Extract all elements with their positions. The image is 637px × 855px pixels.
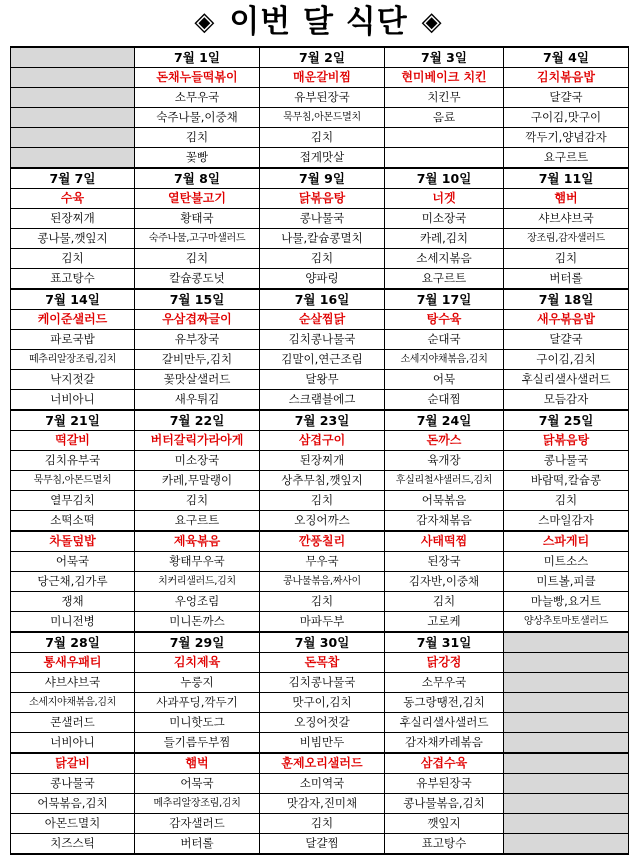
side-dish: 어묵 [385,370,504,390]
side-dish: 후실리샐사샐러드 [504,370,629,390]
date-cell: 7월 29일 [135,632,260,653]
side-dish-row [11,330,629,350]
side-dish: 김말이,연근조림 [260,350,385,370]
side-dish: 떼추리알장조림,김치 [11,350,135,370]
side-dish: 버터롤 [135,834,260,855]
side-dish: 샤브샤브국 [504,209,629,229]
main-dish: 닭볶음탕 [260,189,385,209]
side-dish-row [11,128,629,148]
main-dish-row [11,310,629,330]
side-dish-row [11,572,629,592]
empty-cell [11,148,135,169]
side-dish: 소무우국 [135,88,260,108]
main-dish-row [11,531,629,552]
side-dish: 누룽지 [135,673,260,693]
main-dish: 닭강정 [385,653,504,673]
main-dish: 닭갈비 [11,753,135,774]
side-dish: 김치 [385,592,504,612]
main-dish: 우삼겹짜글이 [135,310,260,330]
side-dish: 마파두부 [260,612,385,633]
side-dish: 맛감자,진미채 [260,794,385,814]
side-dish: 후실리샐사샐러드 [385,713,504,733]
date-cell: 7월 24일 [385,410,504,431]
side-dish: 아몬드멸치 [11,814,135,834]
side-dish: 칼슘콩도넛 [135,269,260,290]
side-dish: 김치 [135,249,260,269]
side-dish: 숙주나물,이중채 [135,108,260,128]
side-dish-row [11,108,629,128]
side-dish-row [11,713,629,733]
side-dish: 묵무침,아몬드멸치 [11,471,135,491]
date-cell: 7월 14일 [11,289,135,310]
side-dish-row [11,370,629,390]
side-dish: 카레,김치 [385,229,504,249]
main-dish-row [11,189,629,209]
side-dish: 소무우국 [385,673,504,693]
side-dish: 사과푸딩,깍두기 [135,693,260,713]
main-dish: 삼겹수육 [385,753,504,774]
main-dish: 차돌덮밥 [11,531,135,552]
side-dish: 치킨무 [385,88,504,108]
side-dish: 김치 [11,249,135,269]
date-cell: 7월 17일 [385,289,504,310]
side-dish: 김치 [260,814,385,834]
side-dish-row [11,814,629,834]
main-dish: 열탄불고기 [135,189,260,209]
side-dish: 김치 [504,491,629,511]
date-cell: 7월 2일 [260,47,385,68]
side-dish: 콩나물국 [11,774,135,794]
side-dish: 김치콩나물국 [260,330,385,350]
empty-cell [504,814,629,834]
main-dish: 돈목찹 [260,653,385,673]
side-dish: 김치콩나물국 [260,673,385,693]
side-dish: 육개장 [385,451,504,471]
side-dish: 순대찜 [385,390,504,411]
side-dish: 콩나물볶음,짜사이 [260,572,385,592]
main-dish: 케이준샐러드 [11,310,135,330]
main-dish: 새우볶음밥 [504,310,629,330]
empty-cell [11,68,135,88]
date-cell [504,632,629,653]
main-dish: 햄버 [504,189,629,209]
side-dish: 쟁채 [11,592,135,612]
side-dish: 소세지야채볶음,김치 [11,693,135,713]
side-dish: 동그랑땡전,김치 [385,693,504,713]
side-dish: 새우튀김 [135,390,260,411]
side-dish: 너비아니 [11,733,135,754]
side-dish-row [11,350,629,370]
side-dish: 표고탕수 [11,269,135,290]
side-dish: 달걀국 [504,88,629,108]
date-cell: 7월 4일 [504,47,629,68]
side-dish: 달걀국 [504,330,629,350]
side-dish: 깻잎지 [385,814,504,834]
side-dish: 콩나물볶음,김치 [385,794,504,814]
side-dish: 김치 [260,128,385,148]
side-dish: 고로케 [385,612,504,633]
main-dish: 삼겹구이 [260,431,385,451]
date-row [11,410,629,431]
side-dish [385,128,504,148]
side-dish: 황태국 [135,209,260,229]
side-dish: 미소장국 [135,451,260,471]
date-cell: 7월 10일 [385,168,504,189]
date-cell [11,47,135,68]
side-dish: 양상추토마토샐러드 [504,612,629,633]
main-dish: 닭볶음탕 [504,431,629,451]
side-dish: 버터롤 [504,269,629,290]
side-dish: 묵무침,아몬드멸치 [260,108,385,128]
date-cell: 7월 8일 [135,168,260,189]
empty-cell [504,693,629,713]
empty-cell [11,128,135,148]
side-dish-row [11,774,629,794]
side-dish: 메추리알장조림,김치 [135,794,260,814]
side-dish: 유부된장국 [260,88,385,108]
side-dish: 소미역국 [260,774,385,794]
date-row [11,47,629,68]
side-dish: 소떡소떡 [11,511,135,532]
side-dish: 김치 [260,592,385,612]
side-dish: 오징어까스 [260,511,385,532]
side-dish-row [11,88,629,108]
main-dish-row [11,68,629,88]
empty-cell [504,834,629,855]
side-dish: 어묵국 [11,552,135,572]
side-dish: 너비아니 [11,390,135,411]
side-dish: 유부장국 [135,330,260,350]
main-dish: 수육 [11,189,135,209]
page-title-text: 이번 달 식단 [229,4,408,40]
side-dish: 유부된장국 [385,774,504,794]
side-dish: 감자샐러드 [135,814,260,834]
empty-cell [504,733,629,754]
main-dish-row [11,653,629,673]
side-dish: 나물,칼슘콩멸치 [260,229,385,249]
main-dish-row [11,431,629,451]
date-row [11,168,629,189]
side-dish: 마늘빵,요거트 [504,592,629,612]
side-dish: 미트소스 [504,552,629,572]
main-dish: 돈채누들떡볶이 [135,68,260,88]
page-title [0,0,637,44]
date-cell: 7월 23일 [260,410,385,431]
main-dish: 떡갈비 [11,431,135,451]
side-dish: 김치 [504,249,629,269]
empty-cell [11,108,135,128]
side-dish: 표고탕수 [385,834,504,855]
main-dish: 순살찜닭 [260,310,385,330]
date-cell: 7월 11일 [504,168,629,189]
main-dish: 스파게티 [504,531,629,552]
side-dish: 감자채볶음 [385,511,504,532]
side-dish: 요구르트 [504,148,629,169]
side-dish-row [11,451,629,471]
side-dish: 구이김,맛구이 [504,108,629,128]
empty-cell [504,774,629,794]
side-dish: 미니핫도그 [135,713,260,733]
side-dish: 미트볼,피클 [504,572,629,592]
side-dish-row [11,471,629,491]
date-cell: 7월 31일 [385,632,504,653]
main-dish: 깐풍칠리 [260,531,385,552]
side-dish-row [11,390,629,411]
main-dish-row [11,753,629,774]
side-dish: 김치 [260,491,385,511]
empty-cell [504,673,629,693]
main-dish: 현미베이크 치킨 [385,68,504,88]
side-dish: 꽃맛살샐러드 [135,370,260,390]
side-dish: 콩나물,깻잎지 [11,229,135,249]
empty-cell [504,713,629,733]
side-dish-row [11,612,629,633]
side-dish-row [11,269,629,290]
side-dish: 비빔만두 [260,733,385,754]
side-dish: 김치 [135,491,260,511]
side-dish: 김치 [260,249,385,269]
main-dish: 너겟 [385,189,504,209]
side-dish: 요구르트 [385,269,504,290]
date-cell: 7월 3일 [385,47,504,68]
main-dish: 김치볶음밥 [504,68,629,88]
diamond-marker-left: ◈ [194,7,216,37]
date-cell: 7월 22일 [135,410,260,431]
side-dish: 오징어젓갈 [260,713,385,733]
side-dish: 콩나물국 [260,209,385,229]
side-dish: 어묵국 [135,774,260,794]
side-dish: 깍두기,양념감자 [504,128,629,148]
side-dish-row [11,229,629,249]
empty-cell [504,753,629,774]
side-dish: 후실리철샤샐러드,김치 [385,471,504,491]
side-dish-row [11,733,629,754]
date-cell: 7월 28일 [11,632,135,653]
main-dish: 훈제오리샐러드 [260,753,385,774]
side-dish: 구이김,김치 [504,350,629,370]
side-dish: 된장국 [385,552,504,572]
side-dish-row [11,693,629,713]
side-dish: 장조림,감자샐러드 [504,229,629,249]
side-dish: 미소장국 [385,209,504,229]
meal-calendar [10,46,629,855]
date-cell: 7월 21일 [11,410,135,431]
side-dish-row [11,209,629,229]
side-dish: 요구르트 [135,511,260,532]
side-dish: 소세지볶음 [385,249,504,269]
side-dish: 모듬감자 [504,390,629,411]
side-dish: 상추무침,깻잎지 [260,471,385,491]
side-dish: 들기름두부찜 [135,733,260,754]
side-dish: 달걀찜 [260,834,385,855]
date-cell: 7월 1일 [135,47,260,68]
side-dish: 접게맛살 [260,148,385,169]
main-dish: 탕수육 [385,310,504,330]
side-dish: 갈비만두,김치 [135,350,260,370]
date-row [11,632,629,653]
side-dish: 콩나물국 [504,451,629,471]
side-dish: 당근채,김가루 [11,572,135,592]
main-dish: 김치제육 [135,653,260,673]
side-dish: 치커리샐러드,김치 [135,572,260,592]
side-dish: 미니돈까스 [135,612,260,633]
date-cell: 7월 7일 [11,168,135,189]
side-dish: 낙지젓갈 [11,370,135,390]
side-dish-row [11,511,629,532]
date-cell: 7월 9일 [260,168,385,189]
date-row [11,289,629,310]
side-dish: 숙주나물,고구마샐러드 [135,229,260,249]
main-dish: 햄벅 [135,753,260,774]
side-dish: 카레,무말랭이 [135,471,260,491]
side-dish: 김자반,이중채 [385,572,504,592]
side-dish: 된장찌개 [11,209,135,229]
side-dish: 콘샐러드 [11,713,135,733]
side-dish-row [11,794,629,814]
main-dish: 통새우패티 [11,653,135,673]
side-dish: 달왕무 [260,370,385,390]
side-dish: 순대국 [385,330,504,350]
side-dish: 소세지야채볶음,김치 [385,350,504,370]
diamond-marker-right: ◈ [421,7,443,37]
side-dish: 치즈스틱 [11,834,135,855]
side-dish [385,148,504,169]
main-dish: 제육볶음 [135,531,260,552]
side-dish-row [11,673,629,693]
side-dish-row [11,834,629,855]
empty-cell [504,794,629,814]
empty-cell [11,88,135,108]
date-cell: 7월 16일 [260,289,385,310]
side-dish: 파로국밥 [11,330,135,350]
side-dish: 김치유부국 [11,451,135,471]
side-dish: 미니전병 [11,612,135,633]
side-dish: 맛구이,김치 [260,693,385,713]
date-cell: 7월 18일 [504,289,629,310]
side-dish-row [11,552,629,572]
side-dish: 열무김치 [11,491,135,511]
main-dish: 사태떡찜 [385,531,504,552]
side-dish: 스마일감자 [504,511,629,532]
date-cell: 7월 15일 [135,289,260,310]
side-dish: 황태무우국 [135,552,260,572]
side-dish: 감자채카레볶음 [385,733,504,754]
empty-cell [504,653,629,673]
side-dish: 스크램블에그 [260,390,385,411]
main-dish: 돈까스 [385,431,504,451]
main-dish: 매운갈비찜 [260,68,385,88]
side-dish-row [11,249,629,269]
side-dish: 꽃빵 [135,148,260,169]
side-dish: 된장찌개 [260,451,385,471]
side-dish: 샤브샤브국 [11,673,135,693]
side-dish-row [11,592,629,612]
side-dish: 양파링 [260,269,385,290]
side-dish: 김치 [135,128,260,148]
side-dish: 어묵볶음 [385,491,504,511]
side-dish-row [11,491,629,511]
date-cell: 7월 30일 [260,632,385,653]
side-dish: 어묵볶음,김치 [11,794,135,814]
side-dish: 우엉조림 [135,592,260,612]
side-dish-row [11,148,629,169]
main-dish: 버터갈릭가라아게 [135,431,260,451]
side-dish: 무우국 [260,552,385,572]
side-dish: 바람떡,칼슘콩 [504,471,629,491]
date-cell: 7월 25일 [504,410,629,431]
side-dish: 음료 [385,108,504,128]
